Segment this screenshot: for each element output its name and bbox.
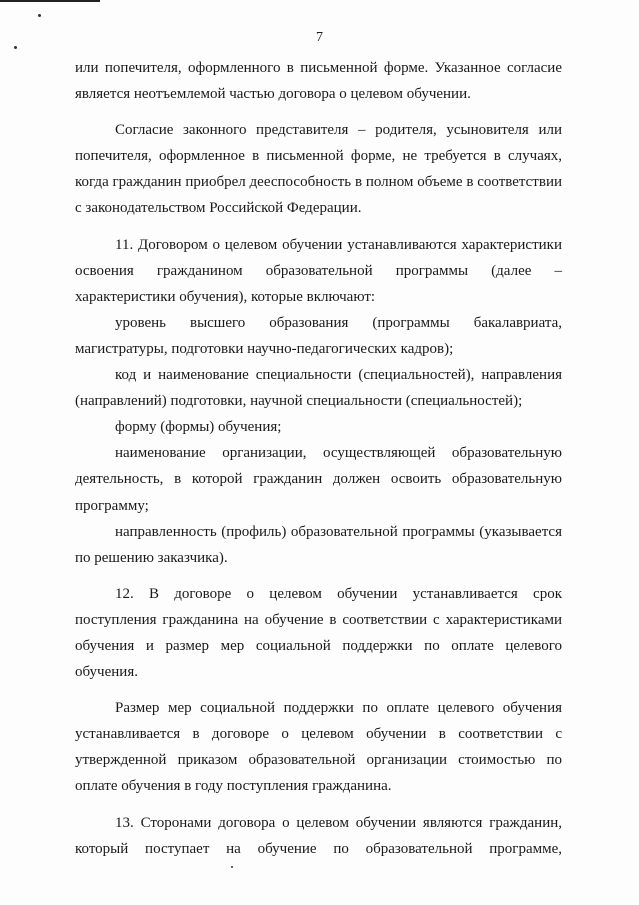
scan-edge-mark: [0, 0, 100, 2]
paragraph: 12. В договоре о целевом обучении устанавливается срок поступления гражданина на обучение в соответствии с характеристиками обучения и размер мер социальной поддержки по оплате целевого обучения.: [75, 585, 562, 681]
scan-speck: [231, 866, 233, 868]
list-item: направленность (профиль) образовательной программы (указывается по решению заказчика).: [75, 523, 562, 566]
paragraph: 11. Договором о целевом обучении устанавливаются характеристики освоения гражданином образовательной программы (далее – характеристики обучения), которые включают:: [75, 236, 562, 305]
list-item: форму (формы) обучения;: [115, 419, 282, 436]
paragraph: или попечителя, оформленного в письменной форме. Указанное согласие является неотъемлемой частью договора о целевом обучении.: [75, 60, 562, 103]
paragraph: 13. Сторонами договора о целевом обучении являются гражданин, который поступает на обучение по образовательной программе,: [75, 814, 562, 857]
scan-speck: [14, 46, 17, 49]
paragraph: Согласие законного представителя – родителя, усыновителя или попечителя, оформленное в письменной форме, не требуется в случаях, когда гражданин приобрел дееспособность в полном объеме в соответствии с законодательством Российской Федерации.: [75, 122, 562, 217]
list-item: уровень высшего образования (программы бакалавриата, магистратуры, подготовки научно-педагогических кадров);: [75, 314, 562, 357]
document-body: [75, 55, 562, 862]
list-item: код и наименование специальности (специальностей), направления (направлений) подготовки, научной специальности (специальностей);: [75, 367, 562, 410]
list-item: наименование организации, осуществляющей образовательную деятельность, в которой гражданин должен освоить образовательную программу;: [75, 445, 562, 514]
paragraph: Размер мер социальной поддержки по оплате целевого обучения устанавливается в договоре о целевом обучении в соответствии с утвержденной приказом образовательной организации стоимостью по оплате обучения в году поступления гражданина.: [75, 700, 562, 795]
page-number: 7: [316, 30, 323, 45]
scan-speck: [38, 14, 41, 17]
